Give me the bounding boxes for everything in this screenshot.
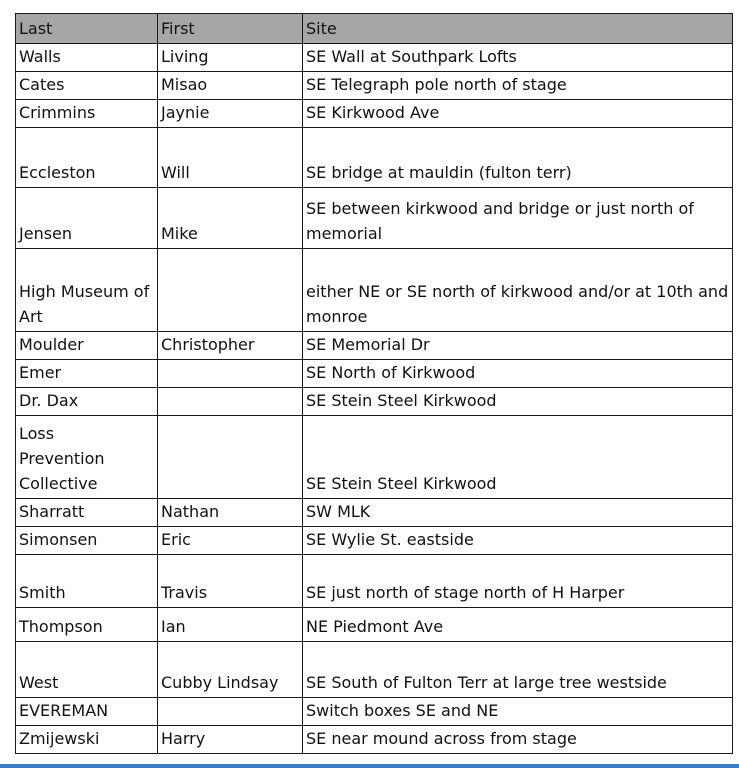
header-first: First	[158, 14, 303, 44]
cell-first	[158, 388, 303, 416]
cell-site: SE Wylie St. eastside	[303, 527, 733, 555]
table-row	[16, 555, 733, 608]
table-row	[16, 360, 733, 388]
cell-last: Loss Prevention Collective	[16, 416, 158, 499]
cell-site: SE Telegraph pole north of stage	[303, 72, 733, 100]
cell-first: Ian	[158, 608, 303, 642]
cell-first: Cubby Lindsay	[158, 642, 303, 698]
cell-last: Emer	[16, 360, 158, 388]
table-row	[16, 642, 733, 698]
cell-last: Dr. Dax	[16, 388, 158, 416]
cell-site: SE Kirkwood Ave	[303, 100, 733, 128]
table-row	[16, 608, 733, 642]
cell-first	[158, 360, 303, 388]
cell-last: West	[16, 642, 158, 698]
cell-site: SE Wall at Southpark Lofts	[303, 44, 733, 72]
cell-first: Jaynie	[158, 100, 303, 128]
cell-site: SE bridge at mauldin (fulton terr)	[303, 128, 733, 188]
table-row	[16, 44, 733, 72]
table-row	[16, 416, 733, 499]
cell-site: SE between kirkwood and bridge or just north of memorial	[303, 188, 733, 249]
cell-site: SE Memorial Dr	[303, 332, 733, 360]
cell-last: High Museum of Art	[16, 249, 158, 332]
table-row	[16, 698, 733, 726]
header-last: Last	[16, 14, 158, 44]
table-row	[16, 100, 733, 128]
cell-site: SE South of Fulton Terr at large tree westside	[303, 642, 733, 698]
cell-last: Walls	[16, 44, 158, 72]
cell-site: NE Piedmont Ave	[303, 608, 733, 642]
cell-first	[158, 249, 303, 332]
table-row	[16, 249, 733, 332]
cell-last: Zmijewski	[16, 726, 158, 754]
cell-site: either NE or SE north of kirkwood and/or at 10th and monroe	[303, 249, 733, 332]
table-row	[16, 726, 733, 754]
window-bottom-bar	[0, 764, 739, 768]
cell-site: SE just north of stage north of H Harper	[303, 555, 733, 608]
cell-last: Moulder	[16, 332, 158, 360]
cell-site: SE near mound across from stage	[303, 726, 733, 754]
cell-last: Simonsen	[16, 527, 158, 555]
table-row	[16, 188, 733, 249]
cell-site: SE Stein Steel Kirkwood	[303, 416, 733, 499]
cell-last: EVEREMAN	[16, 698, 158, 726]
cell-first: Misao	[158, 72, 303, 100]
cell-first: Christopher	[158, 332, 303, 360]
cell-site: SE Stein Steel Kirkwood	[303, 388, 733, 416]
cell-first: Eric	[158, 527, 303, 555]
table-row	[16, 527, 733, 555]
cell-site: Switch boxes SE and NE	[303, 698, 733, 726]
cell-first: Will	[158, 128, 303, 188]
cell-first: Living	[158, 44, 303, 72]
table-row	[16, 128, 733, 188]
cell-last: Jensen	[16, 188, 158, 249]
cell-last: Eccleston	[16, 128, 158, 188]
cell-last: Smith	[16, 555, 158, 608]
cell-first: Nathan	[158, 499, 303, 527]
cell-last: Crimmins	[16, 100, 158, 128]
artist-site-table	[15, 13, 733, 754]
cell-first: Mike	[158, 188, 303, 249]
cell-last: Sharratt	[16, 499, 158, 527]
header-site: Site	[303, 14, 733, 44]
cell-first	[158, 698, 303, 726]
table-row	[16, 332, 733, 360]
cell-last: Cates	[16, 72, 158, 100]
cell-site: SE North of Kirkwood	[303, 360, 733, 388]
cell-first	[158, 416, 303, 499]
table-row	[16, 72, 733, 100]
cell-last: Thompson	[16, 608, 158, 642]
cell-first: Travis	[158, 555, 303, 608]
header-row	[16, 14, 733, 44]
table-row	[16, 499, 733, 527]
table-row	[16, 388, 733, 416]
cell-first: Harry	[158, 726, 303, 754]
cell-site: SW MLK	[303, 499, 733, 527]
